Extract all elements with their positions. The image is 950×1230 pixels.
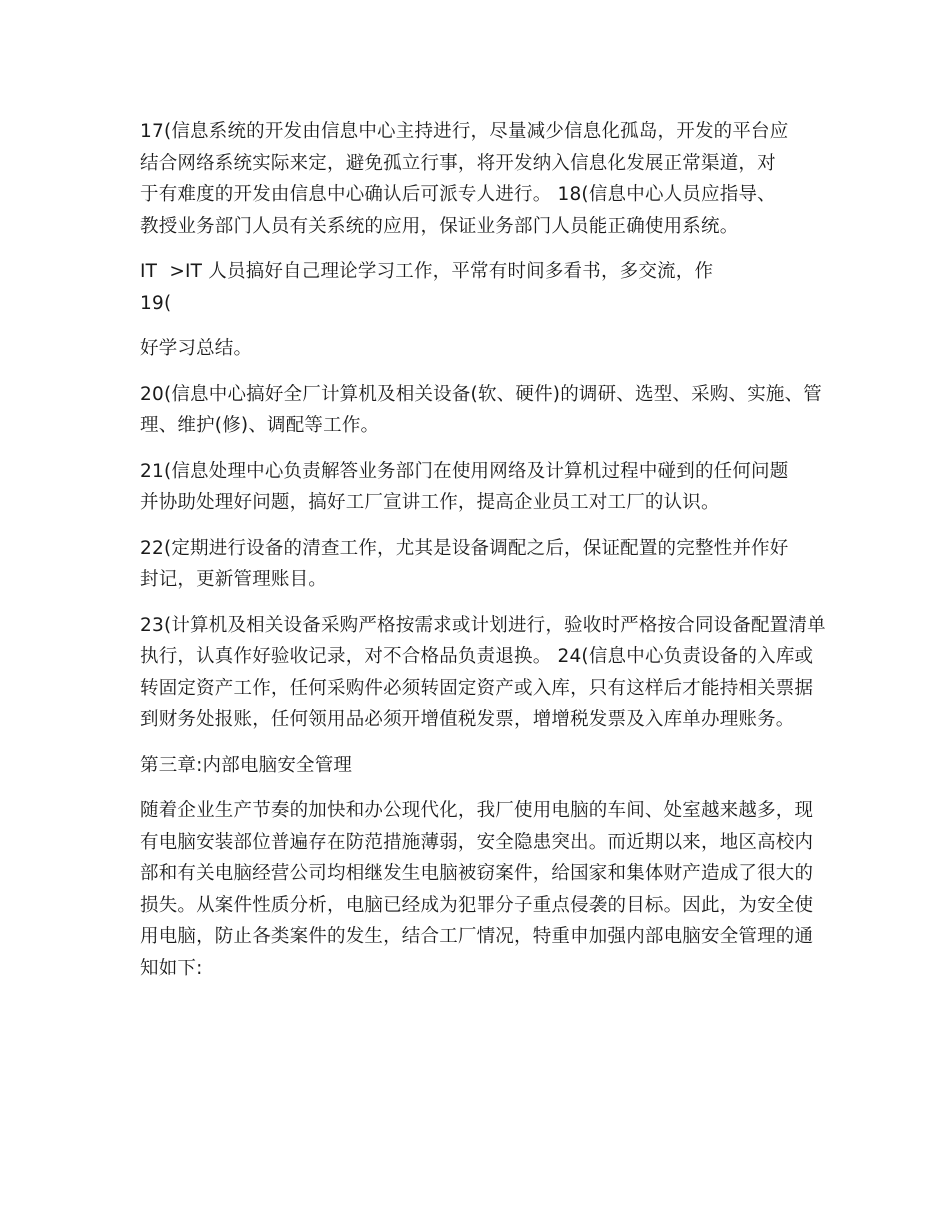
paragraph-summary: 好学习总结。 <box>140 338 253 359</box>
chapter-title: 第三章:内部电脑安全管理 <box>140 754 353 776</box>
paragraph-20: 20(信息中心搞好全厂计算机及相关设备(软、硬件)的调研、选型、采购、实施、管理、维护(修)、调配等工作。 <box>140 383 822 436</box>
paragraph-it-19: IT >IT 人员搞好自己理论学习工作，平常有时间多看书，多交流，作 19( <box>140 261 714 314</box>
paragraph-21: 21(信息处理中心负责解答业务部门在使用网络及计算机过程中碰到的任何问题并协助处理好问题，搞好工厂宣讲工作，提高企业员工对工厂的认识。 <box>140 460 789 513</box>
document-body <box>140 116 830 998</box>
paragraph-17-18: 17(信息系统的开发由信息中心主持进行，尽量减少信息化孤岛，开发的平台应结合网络系统实际来定，避免孤立行事，将开发纳入信息化发展正常渠道，对于有难度的开发由信息中心确认后可派专人进行。 18(信息中心人员应指导、教授业务部门人员有关系统的应用，保证业务部门人员能正确使用系统。 <box>140 121 789 237</box>
paragraph-23-24: 23(计算机及相关设备采购严格按需求或计划进行，验收时严格按合同设备配置清单执行，认真作好验收记录，对不合格品负责退换。 24(信息中心负责设备的入库或转固定资产工作，任何采购件必须转固定资产或入库，只有这样后才能持相关票据到财务处报账，任何领用品必须开增值税发票，增增税发票及入库单办理账务。 <box>140 614 826 730</box>
paragraph-chapter-intro: 随着企业生产节奏的加快和办公现代化，我厂使用电脑的车间、处室越来越多，现有电脑安装部位普遍存在防范措施薄弱，安全隐患突出。而近期以来，地区高校内部和有关电脑经营公司均相继发生电脑被窃案件，给国家和集体财产造成了很大的损失。从案件性质分析，电脑已经成为犯罪分子重点侵袭的目标。因此，为安全使用电脑，防止各类案件的发生，结合工厂情况，特重申加强内部电脑安全管理的通知如下: <box>140 800 814 979</box>
paragraph-22: 22(定期进行设备的清查工作，尤其是设备调配之后，保证配置的完整性并作好封记，更新管理账目。 <box>140 537 789 590</box>
